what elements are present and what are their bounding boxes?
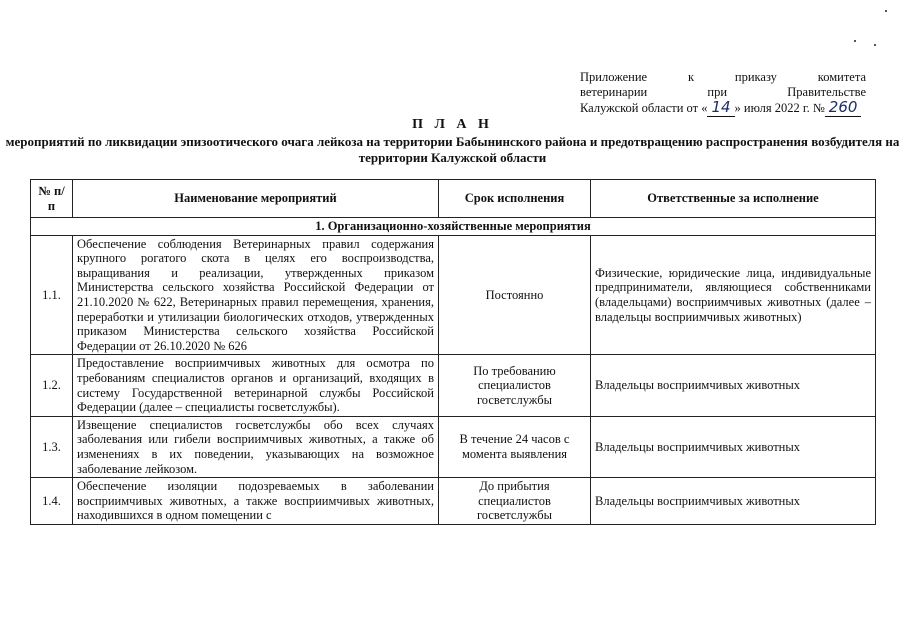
row-number: 1.1. <box>31 235 73 355</box>
header-responsible: Ответственные за исполнение <box>591 180 876 218</box>
annex-line-2: ветеринарии при Правительстве <box>580 85 866 99</box>
header-deadline: Срок исполнения <box>439 180 591 218</box>
annex-line-1: Приложение к приказу комитета <box>580 70 866 84</box>
row-deadline: Постоянно <box>439 235 591 355</box>
row-activity: Обеспечение соблюдения Ветеринарных правил содержания крупного рогатого скота в целях его воспроизводства, выращивания и реализации, утвержденных приказом Министерства сельского хозяйства Российской Федерации от 21.10.2020 № 622, Ветеринарных правил перемещения, хранения, переработки и утилизации биологических отходов, утвержденных приказом Министерства сельского хозяйства Российской Федерации от 26.10.2020 № 626 <box>73 235 439 355</box>
header-activity: Наименование мероприятий <box>73 180 439 218</box>
plan-table <box>30 179 876 525</box>
table-row <box>31 235 876 355</box>
row-number: 1.2. <box>31 355 73 416</box>
scan-speck <box>885 10 887 12</box>
table-row <box>31 355 876 416</box>
handwritten-day: 14 <box>707 98 734 117</box>
annex-date-mid: » июля 2022 г. № <box>734 101 825 115</box>
row-deadline: До прибытия специалистов госветслужбы <box>439 478 591 525</box>
table-row <box>31 416 876 477</box>
document-title: П Л А Н <box>412 117 493 132</box>
row-number: 1.3. <box>31 416 73 477</box>
header-number: № п/п <box>31 180 73 218</box>
handwritten-order-number: 260 <box>825 98 862 117</box>
row-deadline: В течение 24 часов с момента выявления <box>439 416 591 477</box>
table-header-row <box>31 180 876 218</box>
annex-note <box>580 70 866 116</box>
annex-line-3 <box>580 100 866 116</box>
scan-speck <box>854 40 856 42</box>
row-number: 1.4. <box>31 478 73 525</box>
row-activity: Обеспечение изоляции подозреваемых в заболевании восприимчивых животных, а также восприимчивых животных, находившихся в одном помещении с <box>73 478 439 525</box>
document-subtitle: мероприятий по ликвидации эпизоотического очага лейкоза на территории Бабынинского района и предотвращению распространения возбудителя на территории Калужской области <box>5 134 900 165</box>
annex-date-prefix: Калужской области от « <box>580 101 708 115</box>
row-responsible: Владельцы восприимчивых животных <box>591 478 876 525</box>
scan-speck <box>874 44 876 46</box>
row-responsible: Владельцы восприимчивых животных <box>591 416 876 477</box>
row-activity: Извещение специалистов госветслужбы обо всех случаях заболевания или гибели восприимчивых животных, а также об изменениях в их поведении, указывающих на возможное заболевание лейкозом. <box>73 416 439 477</box>
section-title: 1. Организационно-хозяйственные мероприятия <box>31 218 876 236</box>
row-activity: Предоставление восприимчивых животных для осмотра по требованиям специалистов органов и организаций, входящих в систему Государственной ветеринарной службы Российской Федерации (далее – специалисты госветслужбы). <box>73 355 439 416</box>
row-responsible: Владельцы восприимчивых животных <box>591 355 876 416</box>
table-row <box>31 478 876 525</box>
section-row <box>31 218 876 236</box>
row-deadline: По требованию специалистов госветслужбы <box>439 355 591 416</box>
row-responsible: Физические, юридические лица, индивидуальные предприниматели, являющиеся собственниками (владельцами) восприимчивых животных (далее – владельцы восприимчивых животных) <box>591 235 876 355</box>
